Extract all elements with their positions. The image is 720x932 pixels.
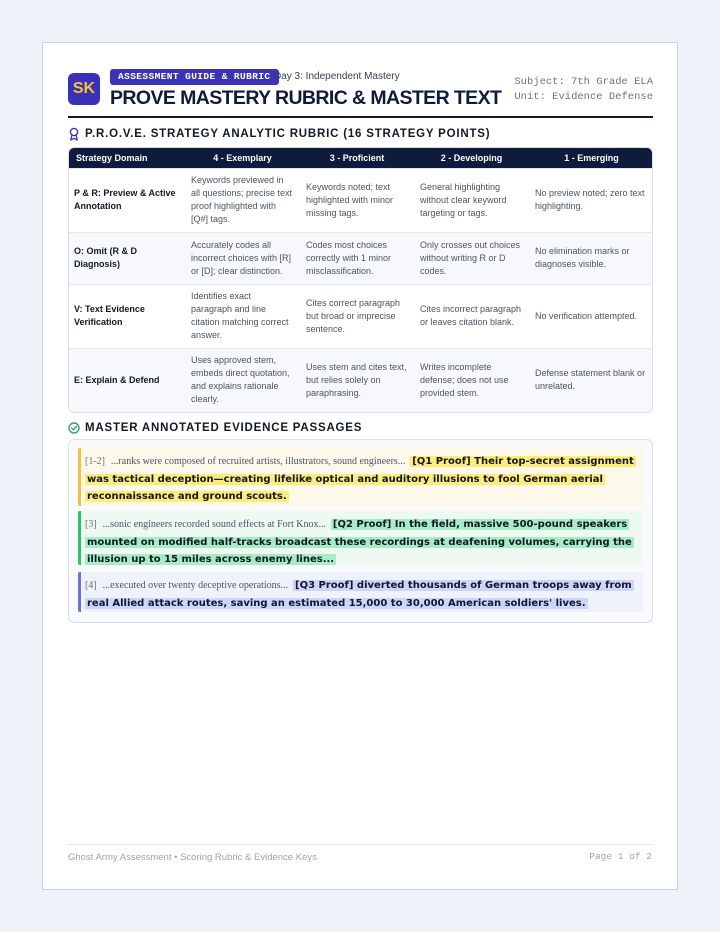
document-header (68, 69, 653, 119)
document-meta (514, 75, 653, 105)
column-header: 2 - Developing (414, 148, 529, 168)
table-row (69, 284, 653, 348)
column-header: Strategy Domain (69, 148, 185, 168)
rubric-cell: Codes most choices correctly with 1 minor misclassification. (300, 232, 414, 284)
footer-title: Ghost Army Assessment • Scoring Rubric & Evidence Keys (68, 852, 317, 863)
paragraph-number: [3] (85, 519, 97, 530)
rubric-cell: Uses approved stem, embeds direct quotation, and explains rationale clearly. (185, 348, 300, 412)
rubric-cell: Accurately codes all incorrect choices with [R] or [D]; clear distinction. (185, 232, 300, 284)
evidence-passage (78, 572, 643, 612)
passage-lead: ...ranks were composed of recruited artists, illustrators, sound engineers... (110, 456, 406, 467)
rubric-header-row (69, 148, 653, 168)
check-circle-icon (68, 421, 80, 435)
day-label: Day 3: Independent Mastery (274, 71, 400, 82)
strategy-domain: V: Text Evidence Verification (69, 284, 185, 348)
rubric-cell: Defense statement blank or unrelated. (529, 348, 653, 412)
table-row (69, 348, 653, 412)
rubric-cell: General highlighting without clear keyword targeting or tags. (414, 168, 529, 232)
footer-divider (68, 844, 653, 845)
logo: SK (68, 73, 100, 105)
evidence-passage (78, 511, 643, 565)
passage-text (85, 577, 637, 612)
rubric-cell: Keywords previewed in all questions; precise text proof highlighted with [Q#] tags. (185, 168, 300, 232)
header-divider (68, 116, 653, 118)
page-title: PROVE MASTERY RUBRIC & MASTER TEXT (110, 87, 502, 109)
highlighted-proof: [Q2 Proof] In the field, massive 500-pound speakers mounted on modified half-tracks broadcast these recordings at deafening volumes, carrying the illusion up to 15 miles across enemy lines... (87, 519, 632, 565)
passage-lead: ...sonic engineers recorded sound effects at Fort Knox... (102, 519, 326, 530)
rubric-cell: Writes incomplete defense; does not use provided stem. (414, 348, 529, 412)
rubric-cell: Cites correct paragraph but broad or imprecise sentence. (300, 284, 414, 348)
rubric-cell: Identifies exact paragraph and line citation matching correct answer. (185, 284, 300, 348)
rubric-cell: Cites incorrect paragraph or leaves citation blank. (414, 284, 529, 348)
rubric-cell: No verification attempted. (529, 284, 653, 348)
rubric-cell: No preview noted; zero text highlighting. (529, 168, 653, 232)
passage-lead: ...executed over twenty deceptive operations... (102, 580, 289, 591)
strategy-domain: O: Omit (R & D Diagnosis) (69, 232, 185, 284)
paragraph-number: [1-2] (85, 456, 105, 467)
evidence-passages (68, 439, 653, 623)
passages-heading-text: MASTER ANNOTATED EVIDENCE PASSAGES (85, 422, 363, 434)
unit-label: Unit: Evidence Defense (514, 91, 653, 103)
table-row (69, 168, 653, 232)
passage-text (85, 453, 637, 506)
table-row (69, 232, 653, 284)
rubric-cell: Keywords noted; text highlighted with minor missing tags. (300, 168, 414, 232)
highlighted-proof: [Q3 Proof] diverted thousands of German troops away from real Allied attack routes, saving an estimated 15,000 to 30,000 American soldiers' lives. (87, 580, 632, 609)
passage-text (85, 516, 637, 569)
passages-heading (68, 421, 653, 437)
strategy-domain: P & R: Preview & Active Annotation (69, 168, 185, 232)
rubric-cell: Uses stem and cites text, but relies solely on paraphrasing. (300, 348, 414, 412)
highlighted-proof: [Q1 Proof] Their top-secret assignment was tactical deception—creating lifelike optical and auditory illusions to fool German aerial reconnaissance and ground scouts. (87, 456, 634, 502)
assessment-badge: ASSESSMENT GUIDE & RUBRIC (110, 69, 279, 85)
rubric-cell: Only crosses out choices without writing R or D codes. (414, 232, 529, 284)
evidence-passage (78, 448, 643, 506)
paragraph-number: [4] (85, 580, 97, 591)
rubric-heading-text: P.R.O.V.E. STRATEGY ANALYTIC RUBRIC (16 STRATEGY POINTS) (85, 128, 491, 140)
rubric-table (68, 147, 653, 413)
award-ribbon-icon (68, 127, 80, 141)
strategy-domain: E: Explain & Defend (69, 348, 185, 412)
subject-label: Subject: 7th Grade ELA (514, 76, 653, 88)
column-header: 1 - Emerging (529, 148, 653, 168)
column-header: 4 - Exemplary (185, 148, 300, 168)
page-number: Page 1 of 2 (589, 851, 652, 862)
column-header: 3 - Proficient (300, 148, 414, 168)
rubric-cell: No elimination marks or diagnoses visible. (529, 232, 653, 284)
document-page (42, 42, 678, 890)
rubric-heading (68, 127, 653, 143)
